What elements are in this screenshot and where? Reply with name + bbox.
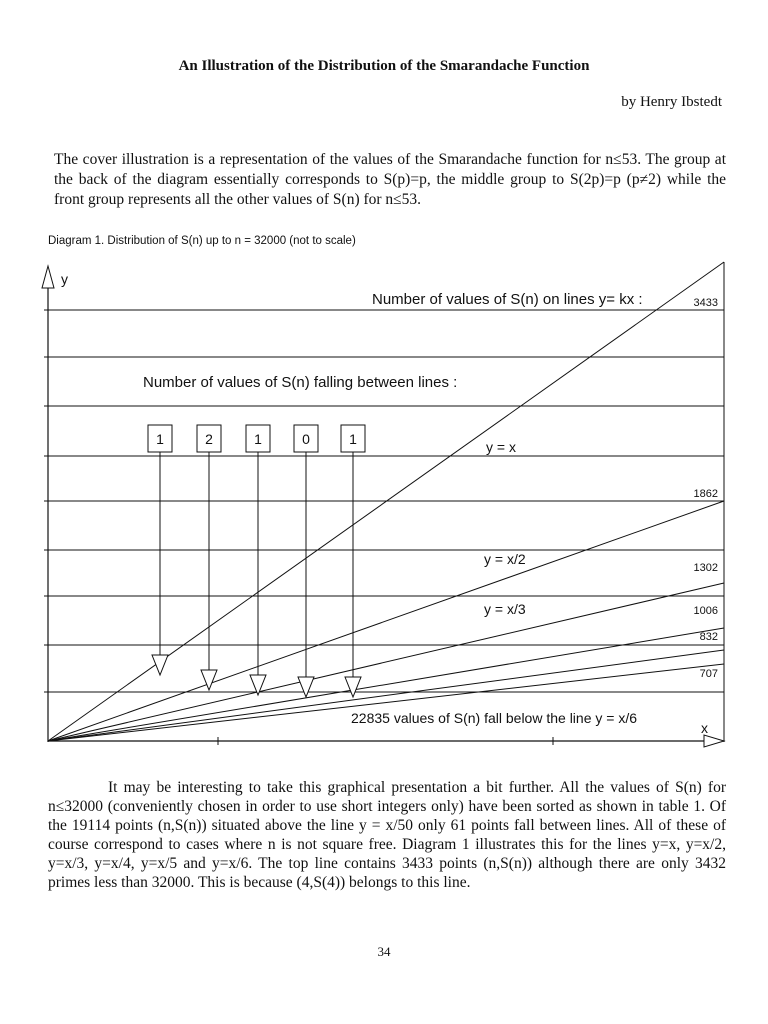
count-arrow-head xyxy=(201,670,217,690)
line-y-x-5 xyxy=(48,650,724,741)
line-label-x2: y = x/2 xyxy=(484,551,526,567)
count-box-group xyxy=(294,425,318,697)
paper-title: An Illustration of the Distribution of the Smarandache Function xyxy=(178,58,590,74)
count-arrow-head xyxy=(345,677,361,697)
line-count: 1862 xyxy=(693,488,718,500)
line-count: 707 xyxy=(699,668,718,680)
line-y-x-2 xyxy=(48,501,724,741)
intro-text: The cover illustration is a representation of the values of the Smarandache function for n≤53. The group at the back of the diagram essentially corresponds to S(p)=p, the middle group to S(2p)=p (p≠2) while the front group represents all the other values of S(n) for n≤53. xyxy=(54,151,726,208)
count-arrow-head xyxy=(298,677,314,697)
page-number: 34 xyxy=(377,944,391,959)
count-box-value: 1 xyxy=(254,431,262,447)
body-paragraph xyxy=(48,778,726,892)
line-count: 832 xyxy=(699,631,718,643)
intro-paragraph xyxy=(54,150,726,210)
y-axis-arrow xyxy=(42,266,54,288)
count-box-group xyxy=(246,425,270,695)
line-count: 1302 xyxy=(693,562,718,574)
count-box-value: 2 xyxy=(205,431,213,447)
line-count: 1006 xyxy=(693,605,718,617)
grid-lines xyxy=(44,310,724,692)
paper-author: by Henry Ibstedt xyxy=(621,94,722,110)
count-box-value: 1 xyxy=(156,431,164,447)
diagram-figure xyxy=(0,255,768,755)
y-axis-label: y xyxy=(61,271,68,287)
top-label: Number of values of S(n) on lines y= kx : xyxy=(372,291,643,308)
count-box-value: 0 xyxy=(302,431,310,447)
diagram-caption: Diagram 1. Distribution of S(n) up to n = 32000 (not to scale) xyxy=(48,235,356,247)
body-text: It may be interesting to take this graphical presentation a bit further. All the values of S(n) for n≤32000 (conveniently chosen in order to use short integers only) have been sorted as shown in table 1. Of the 19114 points (n,S(n)) situated above the line y = x/50 only 61 points fall between lines. All of these of course correspond to cases where n is not square free. Diagram 1 illustrates this for the lines y=x, y=x/2, y=x/3, y=x/4, y=x/5 and y=x/6. The top line contains 3433 points (n,S(n)) although there are only 3432 primes less than 32000. This is because (4,S(4)) belongs to this line. xyxy=(48,779,726,891)
x-axis-arrow xyxy=(704,735,724,747)
bottom-label: 22835 values of S(n) fall below the line y = x/6 xyxy=(351,710,638,726)
line-y-x-6 xyxy=(48,664,724,741)
between-label: Number of values of S(n) falling between lines : xyxy=(143,374,458,391)
count-box-value: 1 xyxy=(349,431,357,447)
line-count: 3433 xyxy=(693,297,718,309)
line-label-x3: y = x/3 xyxy=(484,601,526,617)
count-box-group xyxy=(341,425,365,697)
x-axis-label: x xyxy=(701,720,708,736)
line-label-x: y = x xyxy=(486,439,516,455)
count-box-group xyxy=(197,425,221,690)
